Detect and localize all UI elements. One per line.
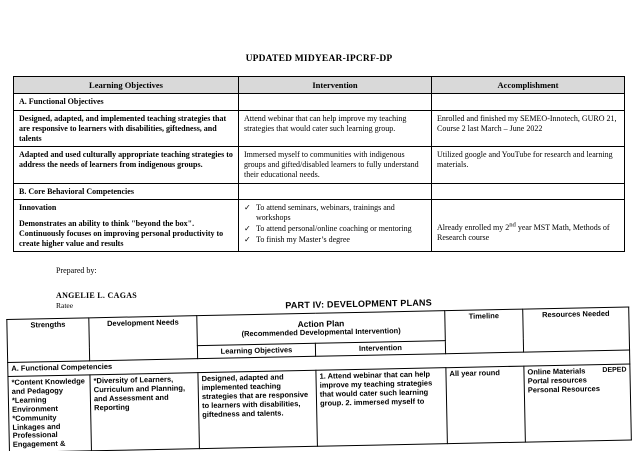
dev-blank-corner	[6, 302, 88, 319]
table-row	[14, 111, 625, 147]
cell-strengths: *Content Knowledge and Pedagogy *Learning Environment *Community Linkages and Professional Engagement &	[8, 375, 92, 451]
table-header-row	[14, 77, 625, 94]
signature-name: ANGELIE L. CAGAS	[56, 291, 138, 301]
section-accomplishment-blank-2	[432, 183, 625, 200]
list-item: ✓ To attend personal/online coaching or mentoring	[244, 224, 426, 234]
deped-tag: DEPED	[602, 366, 627, 375]
cell-intervention-innovation	[239, 200, 432, 252]
signature-role: Ratee	[56, 301, 74, 311]
column-header-learning-objectives: Learning Objectives	[197, 343, 315, 359]
cell-development-needs: *Diversity of Learners, Curriculum and Planning, and Assessment and Reporting	[90, 373, 199, 451]
table-row	[8, 364, 631, 451]
cell-resources-text: Online Materials Portal resources Personal Resources	[527, 366, 601, 395]
column-header-action-plan: Action Plan (Recommended Developmental Intervention)	[197, 310, 446, 345]
development-plans-table	[6, 296, 632, 451]
cell-timeline: All year round	[446, 366, 526, 443]
objective-text-innovation: Demonstrates an ability to think "beyond the box". Continuously focuses on improving personal productivity to create higher value and results	[19, 219, 224, 248]
table-row-section-functional	[14, 94, 625, 111]
prepared-by-label: Prepared by:	[56, 266, 97, 276]
page-title: UPDATED MIDYEAR-IPCRF-DP	[245, 54, 393, 64]
objective-title-innovation: Innovation	[19, 203, 57, 213]
column-header-intervention: Intervention	[239, 77, 432, 94]
section-label-core-behavioral: B. Core Behavioral Competencies	[14, 183, 239, 200]
list-item: ✓ To finish my Master’s degree	[244, 235, 426, 245]
section-label-functional-competencies: A. Functional Competencies	[8, 350, 630, 376]
cell-learning-objective: Designed, adapted, and implemented teaching strategies that are responsive to learners with disabilities, giftedness, and talents	[14, 111, 239, 147]
cell-intervention: Immersed myself to communities with indigenous groups and gifted/disabled learners to fully understand their educational needs.	[239, 147, 432, 183]
intervention-checklist	[244, 203, 426, 245]
column-header-resources-needed: Resources Needed	[523, 307, 630, 353]
document-page-development-plans	[0, 296, 638, 451]
cell-accomplishment-innovation	[432, 200, 625, 252]
cell-learning-objective-innovation	[14, 200, 239, 252]
cell-accomplishment: Enrolled and finished my SEMEO-Innotech, GURO 21, Course 2 last March – June 2022	[432, 111, 625, 147]
column-header-strengths: Strengths	[7, 317, 90, 362]
table-row	[14, 147, 625, 183]
accomplishment-text-innovation: Already enrolled my 2nd year MST Math, Methods of Research course	[437, 221, 610, 242]
list-item: ✓ To attend seminars, webinars, trainings and workshops	[244, 203, 426, 223]
cell-resources	[524, 364, 632, 442]
section-intervention-blank	[239, 94, 432, 111]
table-row-section-core	[14, 183, 625, 200]
column-header-accomplishment: Accomplishment	[432, 77, 625, 94]
cell-intervention: 1. Attend webinar that can help improve my teaching strategies that would cater such learning group. 2. immersed myself to	[316, 368, 447, 446]
section-intervention-blank-2	[239, 183, 432, 200]
column-header-learning-objectives: Learning Objectives	[14, 77, 239, 94]
section-label-functional: A. Functional Objectives	[14, 94, 239, 111]
table-row	[14, 200, 625, 252]
cell-learning-objective: Adapted and used culturally appropriate teaching strategies to address the needs of learners from indigenous groups.	[14, 147, 239, 183]
cell-accomplishment: Utilized google and YouTube for research and learning materials.	[432, 147, 625, 183]
section-accomplishment-blank	[432, 94, 625, 111]
column-header-timeline: Timeline	[445, 309, 524, 354]
column-header-development-needs: Development Needs	[89, 315, 198, 361]
dev-page-title: PART IV: DEVELOPMENT PLANS	[285, 297, 432, 311]
cell-intervention: Attend webinar that can help improve my teaching strategies that would cater such learning group.	[239, 111, 432, 147]
ipcrf-table	[13, 76, 625, 252]
column-header-intervention: Intervention	[315, 340, 445, 356]
cell-learning-objectives: Designed, adapted and implemented teaching strategies that are responsive to learners with disabilities, giftedness and talents.	[198, 371, 317, 449]
